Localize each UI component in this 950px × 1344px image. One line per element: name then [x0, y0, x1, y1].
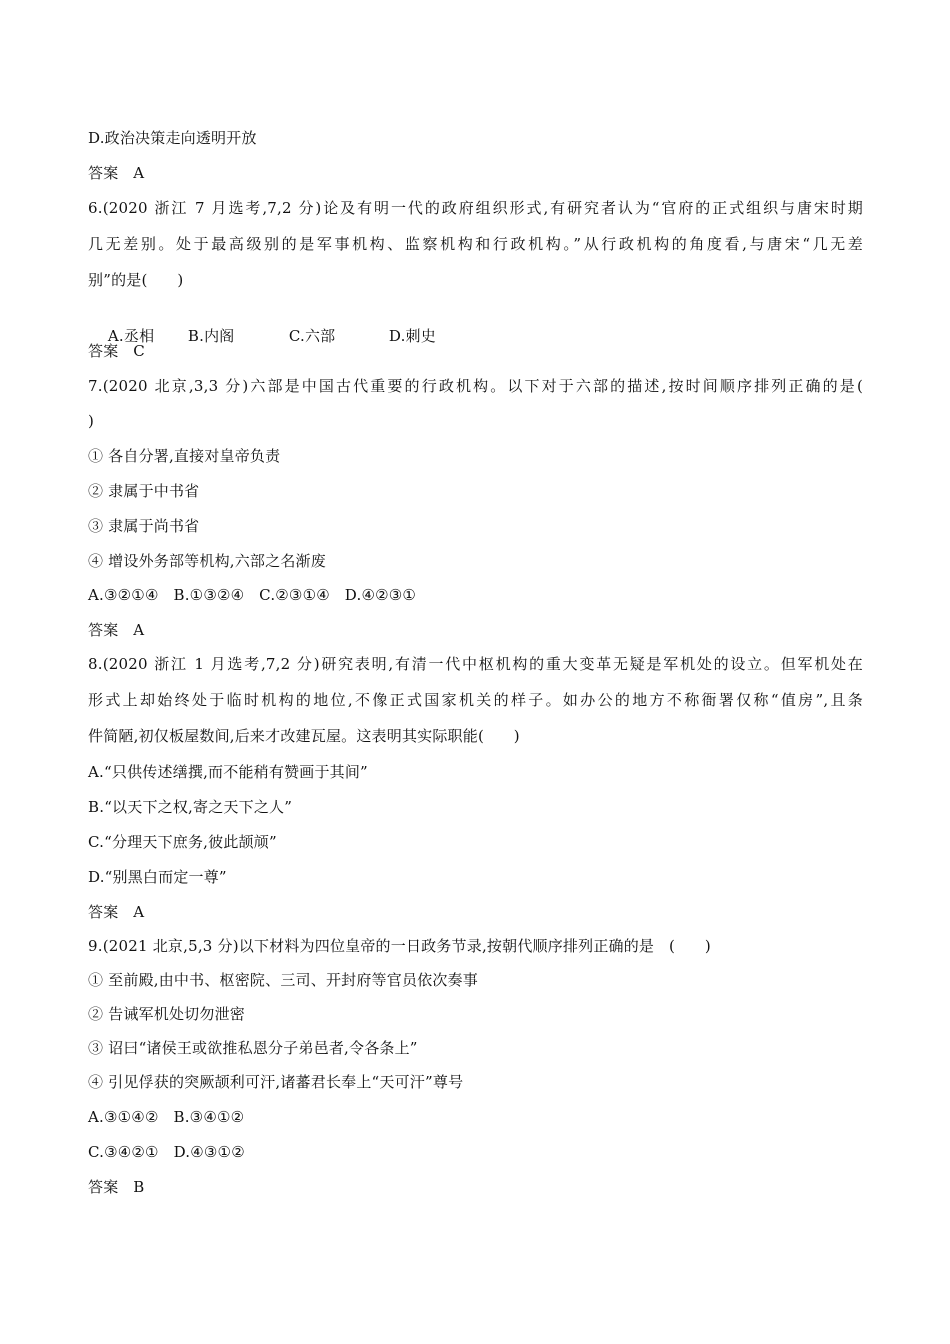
q7-stem-line2: ) [88, 412, 95, 430]
q9-item-3: ③ 诏曰“诸侯王或欲推私恩分子弟邑者,令各条上” [88, 1039, 418, 1057]
q6-option-a: A.丞相 [107, 327, 155, 345]
q7-answer: 答案 A [88, 621, 145, 639]
q9-stem-line1: 9.(2021 北京,5,3 分)以下材料为四位皇帝的一日政务节录,按朝代顺序排列正确的是 ( ) [88, 937, 711, 955]
q6-option-d: D.刺史 [388, 327, 436, 345]
q6-option-c: C.六部 [288, 327, 336, 345]
q8-stem-line3: 件简陋,初仅板屋数间,后来才改建瓦屋。这表明其实际职能( ) [88, 727, 520, 745]
q6-option-b: B.内阁 [187, 327, 235, 345]
q7-item-4: ④ 增设外务部等机构,六部之名渐废 [88, 552, 326, 570]
q8-option-d: D.“别黑白而定一尊” [88, 868, 227, 886]
q8-answer: 答案 A [88, 903, 145, 921]
q7-stem-line1: 7.(2020 北京,3,3 分)六部是中国古代重要的行政机构。以下对于六部的描述,按时间顺序排列正确的是( [88, 377, 863, 395]
q9-item-4: ④ 引见俘获的突厥颉利可汗,诸蕃君长奉上“天可汗”尊号 [88, 1073, 464, 1091]
q7-item-2: ② 隶属于中书省 [88, 482, 200, 500]
q7-item-3: ③ 隶属于尚书省 [88, 517, 200, 535]
q9-options-line2: C.③④②① D.④③①② [88, 1143, 245, 1161]
q8-option-b: B.“以天下之权,寄之天下之人” [88, 798, 293, 816]
q8-option-c: C.“分理天下庶务,彼此颉颃” [88, 833, 277, 851]
q6-stem-line3: 别”的是( ) [88, 271, 184, 289]
q7-item-1: ① 各自分署,直接对皇帝负责 [88, 447, 281, 465]
q8-stem-line2: 形式上却始终处于临时机构的地位,不像正式国家机关的样子。如办公的地方不称衙署仅称“值房”,且条 [88, 691, 863, 709]
q6-stem-line1: 6.(2020 浙江 7 月选考,7,2 分)论及有明一代的政府组织形式,有研究者认为“官府的正式组织与唐宋时期 [88, 199, 863, 217]
q7-options: A.③②①④ B.①③②④ C.②③①④ D.④②③① [88, 586, 417, 604]
q8-option-a: A.“只供传述缮撰,而不能稍有赞画于其间” [88, 763, 368, 781]
q8-stem-line1: 8.(2020 浙江 1 月选考,7,2 分)研究表明,有清一代中枢机构的重大变革无疑是军机处的设立。但军机处在 [88, 655, 863, 673]
q9-answer: 答案 B [88, 1178, 145, 1196]
q6-stem-line2: 几无差别。处于最高级别的是军事机构、监察机构和行政机构。”从行政机构的角度看,与唐宋“几无差 [88, 235, 863, 253]
q5-option-d: D.政治决策走向透明开放 [88, 129, 257, 147]
q6-answer: 答案 C [88, 342, 145, 360]
q9-options-line1: A.③①④② B.③④①② [88, 1108, 245, 1126]
q9-item-1: ① 至前殿,由中书、枢密院、三司、开封府等官员依次奏事 [88, 971, 478, 989]
q9-item-2: ② 告诫军机处切勿泄密 [88, 1005, 245, 1023]
q5-answer: 答案 A [88, 164, 145, 182]
